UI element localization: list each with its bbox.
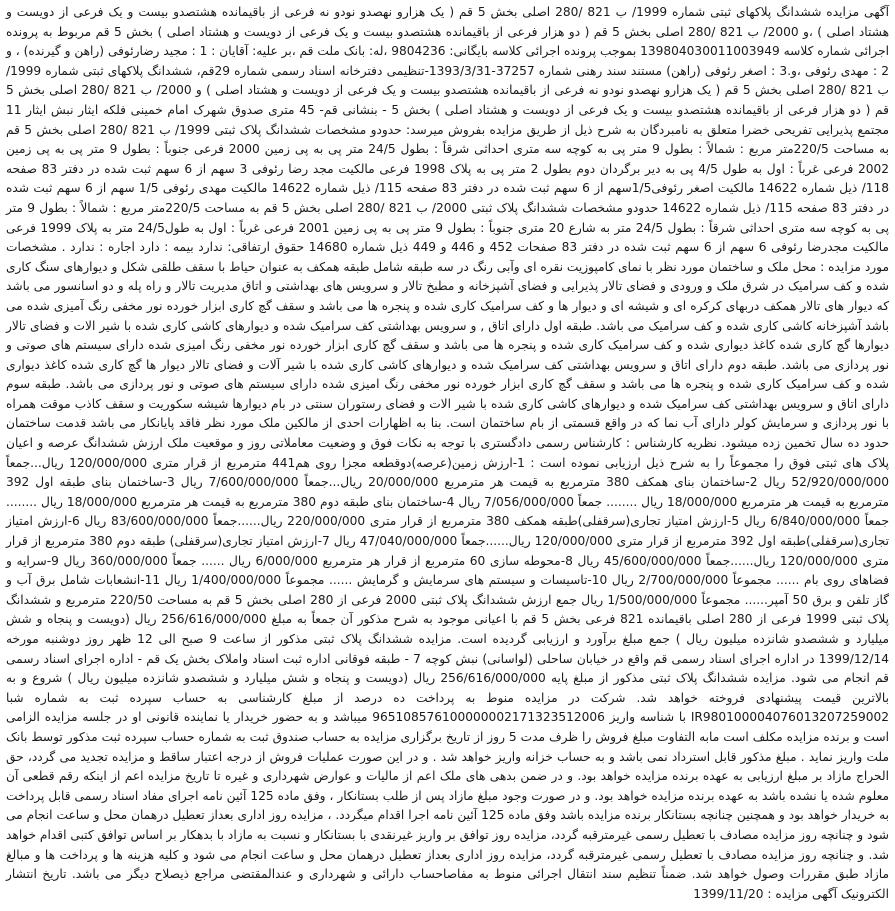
notice-body-text: آگهی مزایده ششدانگ پلاکهای ثبتی شماره 1999/ ب 821 /280 اصلی بخش 5 قم ( یک هزارو نهصدو نودو نه فرعی از باقیمانده هشتصدو بیست و یک فرعی از دویست و هشتاد اصلی ) ،و 2000/ ب 821 /280 اصلی بخش 5 قم ( دو هزار فرعی از باقیمانده هشتصدو بیست و یک فرعی از دویست و هشتاد اصلی ) بخش 5 قم مربوط به پرونده اجرائی شماره کلاسه 139804030011003949 بموجب پرونده اجرائی کلاسه بایگانی: 9804236 ،له: بانک ملت قم ،بر علیه: آقایان : 1 : مجید رضارئوفی (راهن و گیرنده) ، و 2 : مهدی رئوفی ،و.3 : اصغر رئوفی (راهن) مستند سند رهنی شماره 37257-1393/3/31-تنظیمی دفترخانه اسناد رسمی شماره 29قم، ششدانگ پلاکهای ثبتی شماره 1999/ ب 821 /280 اصلی بخش 5 قم ( یک هزارو نهصدو نودو نه فرعی از باقیمانده هشتصدو بیست و یک فرعی از دویست و هشتاد اصلی ) و 2000/ ب 821 /280 اصلی بخش 5 قم ( دو هزار فرعی از باقیمانده هشتصدو بیست و یک فرعی از دویست و هشتاد اصلی ) بخش 5 - بنشانی قم- 45 متری صدوق شهرک امام خمینی فلکه ایثار نبش ایثار 11 مجتمع پذیرایی تفریحی خضرا متعلق به نامبردگان به شرح ذیل از طریق مزایده بفروش میرسد: حدودو مشخصات ششدانگ پلاک ثبتی 1999/ ب 821 /280 اصلی بخش 5 قم به مساحت 220/5متر مربع : شمالاً : بطول 9 متر پی به کوچه سه متری احداثی شرقاً : بطول 24/5 متر پی به پی زمین 2000 فرعی جنوباً : بطول 9 متر پی به پی زمین 2002 فرعی غرباً : اول به طول 4/5 پی به دیر برگردان دوم بطول 2 متر پی به پلاک 1998 فرعی مالکیت مجد رضا رئوفی 3 سهم از 6 سهم ثبت شده در دفتر 83 صفحه 118/ ذیل شماره 14622 مالکیت اصغر رئوفی1/5سهم از 6 سهم ثبت شده در دفتر 83 صفحه 115/ ذیل شماره 14622 مالکیت مهدی رئوفی 1/5 سهم از 6 سهم ثبت شده در دفتر 83 صفحه 115/ ذیل شماره 14622 حدودو مشخصات ششدانگ پلاک ثبتی 2000/ ب 821 /280 اصلی بخش 5 قم به مساحت 220/5متر مربع : شمالاً : بطول 9 متر پی به کوچه سه متری احداثی شرقاً : بطول 24/5 متر به شارع 20 متری جنوباً : بطول 9 متر پی به پی زمین 2001 فرعی غرباً : اول به طول24/5 متر به پلاک 1999 فرعی مالکیت مجدرضا رئوفی 6 سهم از 6 سهم ثبت شده در دفتر 83 صفحات 452 و 446 و 449 ذیل شماره 14680 حقوق ارتفاقی: ندارد بیمه : دارد اجاره : ندارد . مشخصات مورد مزایده : محل ملک و ساختمان مورد نظر با نمای کامپوزیت نقره ای وآبی رنگ در سه طبقه شامل طبقه همکف به عنوان حیاط با سقف طلقی شکل و دیوارهای سنگ کاری شده و کف سرامیک در شرق ملک و ورودی و فضای تالار پذیرایی و فضای آشپزخانه و مطبخ تالار و سرویس های بهداشتی و اتاق مدیریت تالار و راه پله و دو اسانسور می باشد که دیوار های تالار همکف دربهای کرکره ای و شیشه ای و دیوار ها و کف سرامیک کاری شده و پنجره ها می باشد و سقف گچ کاری ابزار خورده نور مخفی رنگ آمیزی شده می باشد آشپزخانه کاشی کاری شده و کف سرامیک می باشد. طبقه اول دارای اتاق , و سرویس بهداشتی کف سرامیک شده و دیوارهای کاشی کاری شده با شیر الات و فضای تالار دیوارها گچ کاری شده کاغذ دیواری شده و کف سرامیک کاری شده و پنجره ها می باشد و سقف گچ کاری ابزار خورده نور مخفی رنگ امیزی شده دارای سیستم های صوتی و نور پردازی می باشد. طبقه دوم دارای اتاق و سرویس بهداشتی کف سرامیک شده و دیوارهای کاشی کاری شده با شیر آلات و فضای تالار دیوار ها گچ کاری شده کاغذ دیواری شده و کف سرامیک کاری شده و پنجره ها می باشد و سقف گچ کاری ابزار خورده نور مخفی رنگ امیزی شده دارای سیستم های صوتی و نور پردازی می باشد. طبقه سوم دارای اتاق و سرویس بهداشتی کف سرامیک شده و دیوارهای کاشی کاری شده با شیر الات و فضای رستوران سنتی در بام دیوارها شیشه سکوریت و سقف کاذب موقت همراه با نور پردازی و سرمایش کولر دارای آب نما که در واقع قسمتی از بام ساختمان است. بنا به اظهارات احدی از مالکین ملک مورد نظر فاقد پایانکار می باشد قدمت ساختمان حدود ده سال تخمین زده میشود. نظریه کارشناس : کارشناس رسمی دادگستری با توجه به نکات فوق و وضعیت معاملاتی روز و موقعیت ملک ارزش ششدانگ عرصه و اعیان پلاک های ثبتی فوق را مجموعاً را به شرح ذیل ارزیابی نموده است : 1-ارزش زمین(عرصه)دوقطعه مجزا روی هم441 مترمربع از قرار متری 120/000/000 ریال...جمعاً 52/920/000/000 ریال 2-ساختمان بنای همکف 380 مترمربع به قیمت هر مترمربع 20/000/000 ریال...جمعاً 7/600/000/000 ریال 3-ساختمان بنای طبقه اول 392 مترمربع به قیمت هر مترمربع 18/000/000 ریال ........ جمعاً 7/056/000/000 ریال 4-ساختمان بنای طبقه دوم 380 مترمربع به قیمت هر مترمربع 18/000/000 ریال ........ جمعاً 6/840/000/000 ریال 5-ارزش امتیاز تجاری(سرقفلی)طبقه همکف 380 مترمربع از قرار متری 220/000/000 ریال......جمعاً 83/600/000/000 ریال 6-ارزش امتیاز تجاری(سرقفلی)طبقه اول 392 مترمربع از قرار متری 120/000/000 ریال......جمعاً 47/040/000/000 ریال 7-ارزش امتیاز تجاری(سرقفلی) طبقه دوم 380 مترمربع از قرار متری 120/000/000 ریال......جمعاً 45/600/000/000 ریال 8-محوطه سازی 60 مترمربع از قرار هر مترمربع 6/000/000 ریال ...... جمعاً 360/000/000 ریال 9-سرایه و فضاهای روی بام ...... مجموعاً 2/700/000/000 ریال 10-تاسیسات و سیستم های سرمایش و گرمایش ...... مجموعاً 1/400/000/000 ریال 11-انشعابات شامل برق آب و گاز تلفن و برق 50 آمپر...... مجموعاً 1/500/000/000 ریال جمع ارزش ششدانگ پلاک ثبتی 2000 فرعی از 280 اصلی بخش 5 قم به مساحت 220/50 مترمربع و ششدانگ پلاک ثبتی 1999 فرعی از 280 اصلی باقیمانده 821 فرعی بخش 5 قم با اعیانی موجود به شرح مذکور آن جمعاً به مبلغ 256/616/000/000 ریال (دویست و پنجاه و شش میلیارد و ششصدو شانزده میلیون ریال ) جمع مبلغ برآورد و ارزیابی گردیده است. مزایده ششدانگ پلاک ثبتی مذکور از ساعت 9 صبح الی 12 ظهر روز دوشنبه مورخه 1399/12/14 در اداره اجرای اسناد رسمی قم واقع در خیابان ساحلی (لواسانی) نبش کوچه 7 - طبقه فوقانی اداره ثبت اسناد واملاک بخش یک قم - اداره اجرای اسناد رسمی قم انجام می شود. مزایده ششدانگ پلاک ثبتی مذکور از مبلغ پایه 256/616/000/000 ریال (دویست و پنجاه و شش میلیارد و ششصدو شانزده میلیون ریال ) شروع و به بالاترین قیمت پیشنهادی فروخته خواهد شد. شرکت در مزایده منوط به پرداخت ده درصد از مبلغ کارشناسی به حساب سپرده ثبت به شماره شبا IR980100004076013207259002 با شناسه واریز 965108576100000002171323512006 میباشد و به حضور خریدار یا نماینده قانونی او در جلسه مزایده الزامی است و برنده مزایده مکلف است مابه التفاوت مبلغ فروش را ظرف مدت 5 روز از تاریخ برگزاری مزایده به حساب صندوق ثبت به شماره حساب سپرده ثبت مذکور توسط بانک ملت واریز نماید . مبلغ مذکور قابل استرداد نمی باشد و به حساب خزانه واریز خواهد شد . و در این صورت عملیات فروش از درجه اعتبار ساقط و مزایده تجدید می گردد، حق الحراج مازاد بر مبلغ ارزیابی به عهده برنده مزایده خواهد بود. و در ضمن بدهی های ملک اعم از مالیات و عوارض شهرداری و غیره تا تاریخ مزایده اعم از اینکه رقم قطعی آن معلوم شده یا نشده باشد به عهده برنده مزایده خواهد بود. و در صورت وجود مبلغ مازاد پس از طلب بستانکار ، وفق ماده 125 آئین نامه اجرای مفاد اسناد رسمی قابل پرداخت به خریدار خواهد بود و همچنین چنانچه بستانکار برنده مزایده باشد وفق ماده 125 آئین نامه اجرا اقدام میگردد. ، مزایده روز اداری بعداز تعطیل درهمان محل و ساعت انجام می شود و چنانچه روز مزایده مصادف با تعطیل رسمی غیرمترقبه گردد، مزایده روز توافق بر واریز غیرنقدی با بستانکار و نسبت به مازاد با بدهکار بر اساس توافق کتبی اقدام خواهد شد. و چنانچه روز مزایده مصادف با تعطیل رسمی غیرمترقبه گردد، مزایده روز اداری بعداز تعطیل درهمان محل و ساعت انجام می شود و کلیه هزینه ها و پرداخت ها و مبالغ مازاد طبق مقررات وصول خواهد شد. ضمناً تنظیم سند انتقال اجرائی منوط به مفاصاحساب دارائی و شهرداری و عندالمقتضی مراجع ذیصلاح دیگر می باشد. تاریخ انتشار الکترونیک آگهی مزایده : 1399/11/20 xyxy=(6,5,890,901)
